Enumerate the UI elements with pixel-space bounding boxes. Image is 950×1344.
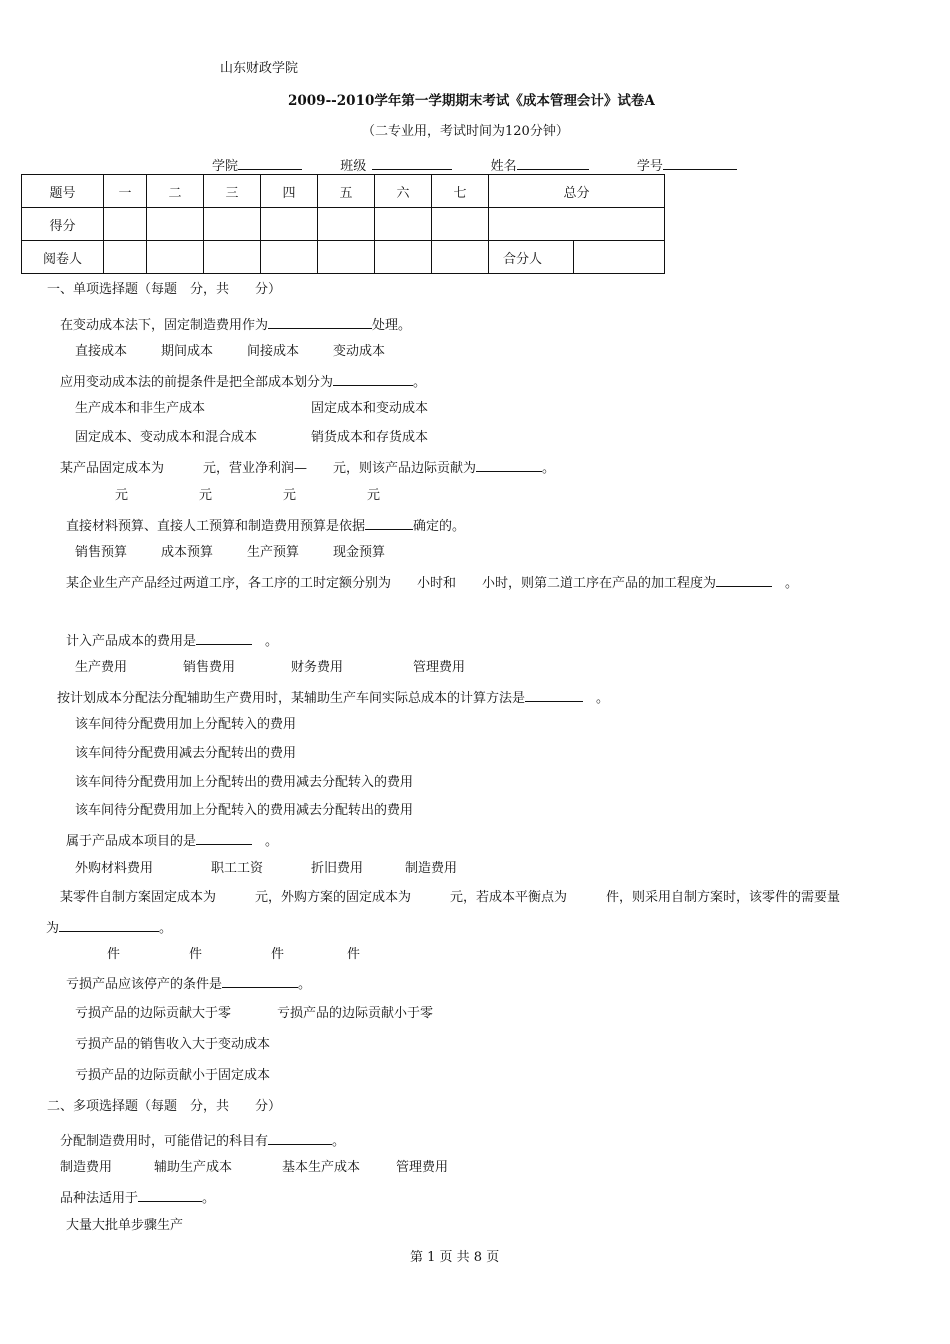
exam-title: 2009--2010学年第一学期期末考试《成本管理会计》试卷A [288,93,655,109]
question-3: 某产品固定成本为 元，营业净利润— 元，则该产品边际贡献为 。 [60,461,556,476]
answer-blank[interactable] [365,517,413,530]
answer-blank[interactable] [525,689,583,702]
option[interactable]: 现金预算 [333,545,386,560]
score-cell[interactable] [375,208,432,241]
question-10-options-row1 [75,1006,433,1022]
option[interactable]: 成本预算 [161,545,214,560]
question-7: 按计划成本分配法分配辅助生产费用时，某辅助生产车间实际总成本的计算方法是 。 [57,691,610,706]
grader-cell[interactable] [432,241,489,274]
option[interactable]: 亏损产品的销售收入大于变动成本 [75,1037,271,1052]
option[interactable]: 固定成本、变动成本和混合成本 [75,430,258,445]
field-name-label: 姓名 [490,159,517,174]
option[interactable]: 亏损产品的边际贡献小于固定成本 [75,1068,271,1083]
question-4-options [75,545,385,561]
field-name-blank[interactable] [517,157,589,170]
grader-cell[interactable] [318,241,375,274]
answer-blank[interactable] [222,975,298,988]
answer-blank[interactable] [138,1189,202,1202]
score-cell[interactable] [147,208,204,241]
score-cell[interactable] [432,208,489,241]
question-6-options [75,660,465,676]
option[interactable]: 管理费用 [396,1160,449,1175]
question-number-cell: 二 [147,175,204,208]
answer-blank[interactable] [476,459,542,472]
grader-cell[interactable] [147,241,204,274]
combiner-label: 合分人 [489,241,574,274]
question-number-cell: 一 [104,175,147,208]
question-9: 某零件自制方案固定成本为 元，外购方案的固定成本为 元，若成本平衡点为 件，则采用自制方案时，该零件的需要量 [60,890,841,905]
option[interactable]: 基本生产成本 [282,1160,361,1175]
option[interactable]: 财务费用 [291,660,344,675]
grader-cell[interactable] [261,241,318,274]
grader-cell[interactable] [204,241,261,274]
row-label-score: 得分 [22,208,104,241]
option[interactable]: 件 [347,947,361,962]
score-row-numbers [22,175,665,208]
field-id-label: 学号 [636,159,663,174]
question-number-cell: 五 [318,175,375,208]
score-cell[interactable] [318,208,375,241]
question-11: 分配制造费用时，可能借记的科目有 。 [60,1134,346,1149]
question-4: 直接材料预算、直接人工预算和制造费用预算是依据 确定的。 [66,519,466,534]
option[interactable]: 亏损产品的边际贡献小于零 [277,1006,434,1021]
question-1-options [75,344,385,360]
answer-blank[interactable] [196,832,252,845]
option[interactable]: 元 [283,488,297,503]
option[interactable]: 生产费用 [75,660,128,675]
question-2-options-row2 [75,430,428,446]
field-class-blank[interactable] [372,157,452,170]
option[interactable]: 生产成本和非生产成本 [75,401,206,416]
option[interactable]: 制造费用 [405,861,458,876]
question-2-options-row1 [75,401,428,417]
section2-heading: 二、多项选择题（每题 分，共 分） [47,1099,282,1114]
option[interactable]: 件 [189,947,203,962]
answer-blank[interactable] [333,373,413,386]
question-number-cell: 三 [204,175,261,208]
total-score-cell[interactable] [489,208,665,241]
question-9-line2: 为 。 [46,921,173,936]
answer-blank[interactable] [268,1132,332,1145]
option[interactable]: 职工工资 [211,861,264,876]
option[interactable]: 直接成本 [75,344,128,359]
option[interactable]: 元 [115,488,129,503]
grader-cell[interactable] [104,241,147,274]
row-label-question-number: 题号 [22,175,104,208]
option[interactable]: 元 [199,488,213,503]
score-cell[interactable] [104,208,147,241]
option[interactable]: 件 [271,947,285,962]
section1-heading: 一、单项选择题（每题 分，共 分） [47,282,282,297]
option[interactable]: 该车间待分配费用加上分配转入的费用减去分配转出的费用 [75,803,414,818]
option[interactable]: 销货成本和存货成本 [311,430,429,445]
option[interactable]: 该车间待分配费用加上分配转入的费用 [75,717,297,732]
option[interactable]: 固定成本和变动成本 [311,401,429,416]
question-9-options [107,947,360,963]
option[interactable]: 件 [107,947,121,962]
answer-blank[interactable] [59,919,159,932]
option[interactable]: 期间成本 [161,344,214,359]
score-row-graders [22,241,665,274]
question-12: 品种法适用于 。 [60,1191,216,1206]
question-10: 亏损产品应该停产的条件是 。 [66,977,312,992]
score-cell[interactable] [261,208,318,241]
question-11-options [60,1160,448,1176]
score-cell[interactable] [204,208,261,241]
question-8: 属于产品成本项目的是 。 [66,834,279,849]
combiner-cell[interactable] [574,241,665,274]
grader-cell[interactable] [375,241,432,274]
option[interactable]: 制造费用 [60,1160,113,1175]
option[interactable]: 变动成本 [333,344,386,359]
option[interactable]: 销售预算 [75,545,128,560]
question-8-options [75,861,457,877]
school-name: 山东财政学院 [220,61,299,76]
field-college-blank[interactable] [238,157,302,170]
question-3-options [115,488,380,504]
option[interactable]: 该车间待分配费用减去分配转出的费用 [75,746,297,761]
answer-blank[interactable] [268,316,372,329]
question-5: 某企业生产产品经过两道工序，各工序的工时定额分别为 小时和 小时，则第二道工序在产品的加工程度为 。 [66,576,799,591]
option[interactable]: 外购材料费用 [75,861,154,876]
answer-blank[interactable] [716,574,772,587]
question-number-cell: 四 [261,175,318,208]
option[interactable]: 大量大批单步骤生产 [66,1218,184,1233]
field-class-label: 班级 [340,159,367,174]
question-number-cell: 六 [375,175,432,208]
question-6: 计入产品成本的费用是 。 [66,634,279,649]
row-label-grader: 阅卷人 [22,241,104,274]
question-1: 在变动成本法下，固定制造费用作为 处理。 [60,318,412,333]
total-score-header: 总分 [489,175,665,208]
question-number-cell: 七 [432,175,489,208]
option[interactable]: 元 [367,488,381,503]
option[interactable]: 管理费用 [413,660,466,675]
answer-blank[interactable] [196,632,252,645]
option[interactable]: 辅助生产成本 [154,1160,233,1175]
question-2: 应用变动成本法的前提条件是把全部成本划分为 。 [60,375,427,390]
option[interactable]: 间接成本 [247,344,300,359]
option[interactable]: 销售费用 [183,660,236,675]
score-row-points [22,208,665,241]
student-info-fields [212,157,737,175]
exam-subtitle: （二专业用，考试时间为120分钟） [362,124,569,139]
option[interactable]: 生产预算 [247,545,300,560]
option[interactable]: 折旧费用 [311,861,364,876]
page-number: 第 1 页 共 8 页 [410,1250,500,1265]
option[interactable]: 该车间待分配费用加上分配转出的费用减去分配转入的费用 [75,775,414,790]
option[interactable]: 亏损产品的边际贡献大于零 [75,1006,232,1021]
field-id-blank[interactable] [663,157,737,170]
score-table [21,174,665,274]
field-college-label: 学院 [212,159,239,174]
